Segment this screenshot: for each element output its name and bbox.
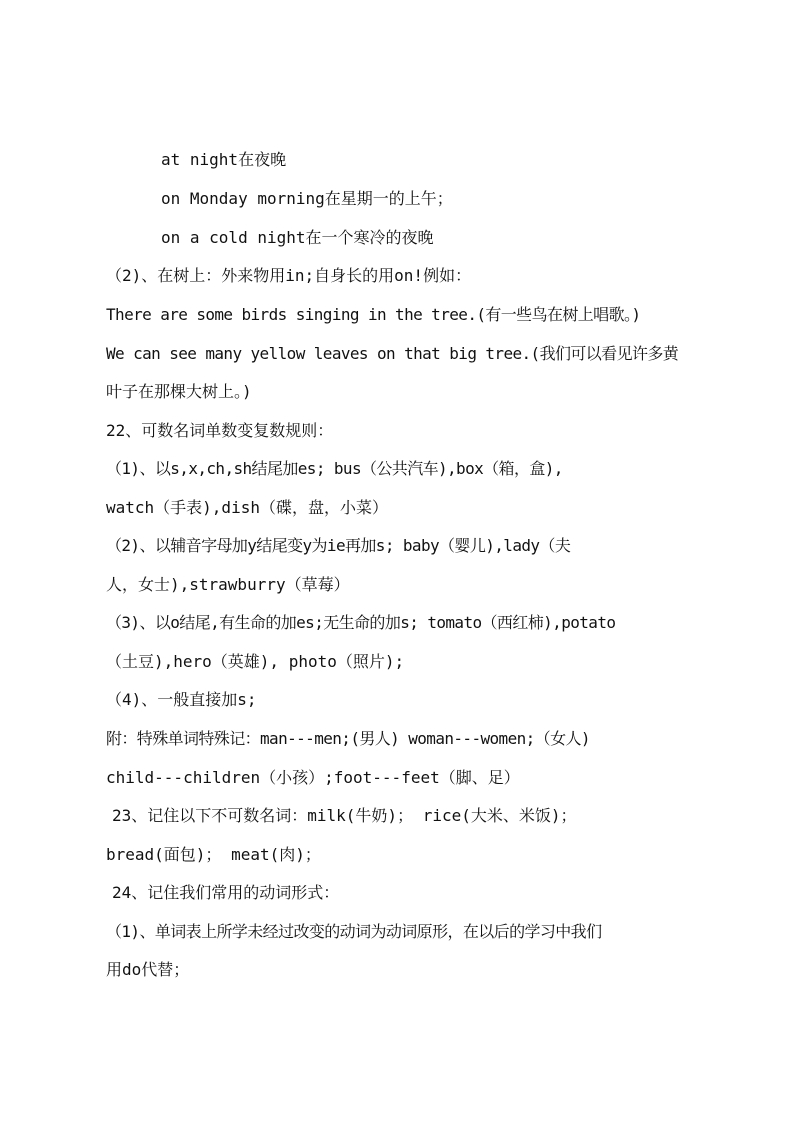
line-rule-3-cont: （土豆),hero（英雄), photo（照片); [106, 652, 405, 671]
line-example-birds: There are some birds singing in the tree.(有一些鸟在树上唱歌。) [106, 305, 641, 324]
line-example-leaves-cont: 叶子在那棵大树上。) [106, 382, 252, 401]
line-verb-form-1: （1)、单词表上所学未经过改变的动词为动词原形，在以后的学习中我们 [106, 922, 602, 941]
heading-23: 23、记住以下不可数名词：milk(牛奶)； rice(大米、米饭)； [112, 806, 577, 825]
line-cold-night: on a cold night在一个寒冷的夜晚 [161, 228, 434, 247]
line-verb-form-1-cont: 用do代替； [106, 960, 190, 979]
heading-24: 24、记住我们常用的动词形式： [112, 883, 340, 902]
line-rule-2: （2)、以辅音字母加y结尾变y为ie再加s; baby（婴儿),lady（夫 [106, 536, 571, 555]
line-rule-1: （1)、以s,x,ch,sh结尾加es; bus（公共汽车),box（箱，盒), [106, 459, 563, 478]
line-at-night: at night在夜晚 [161, 150, 287, 169]
line-special-words: 附：特殊单词特殊记：man---men;(男人) woman---women;（女人) [106, 729, 590, 748]
line-rule-3: （3)、以o结尾,有生命的加es;无生命的加s; tomato（西红柿),potato [106, 613, 616, 632]
line-uncountable-cont: bread(面包)； meat(肉)； [106, 845, 321, 864]
line-rule-1-cont: watch（手表),dish（碟，盘，小菜） [106, 498, 388, 517]
heading-22: 22、可数名词单数变复数规则： [106, 421, 334, 440]
line-example-leaves: We can see many yellow leaves on that big tree.(我们可以看见许多黄 [106, 344, 679, 363]
line-special-words-cont: child---children（小孩）;foot---feet（脚、足） [106, 768, 520, 787]
line-rule-4: （4)、一般直接加s; [106, 690, 257, 709]
line-rule-2-cont: 人，女士),strawburry（草莓） [106, 575, 350, 594]
line-tree-rule: （2)、在树上：外来物用in;自身长的用on!例如： [106, 266, 472, 285]
line-monday-morning: on Monday morning在星期一的上午； [161, 189, 453, 208]
